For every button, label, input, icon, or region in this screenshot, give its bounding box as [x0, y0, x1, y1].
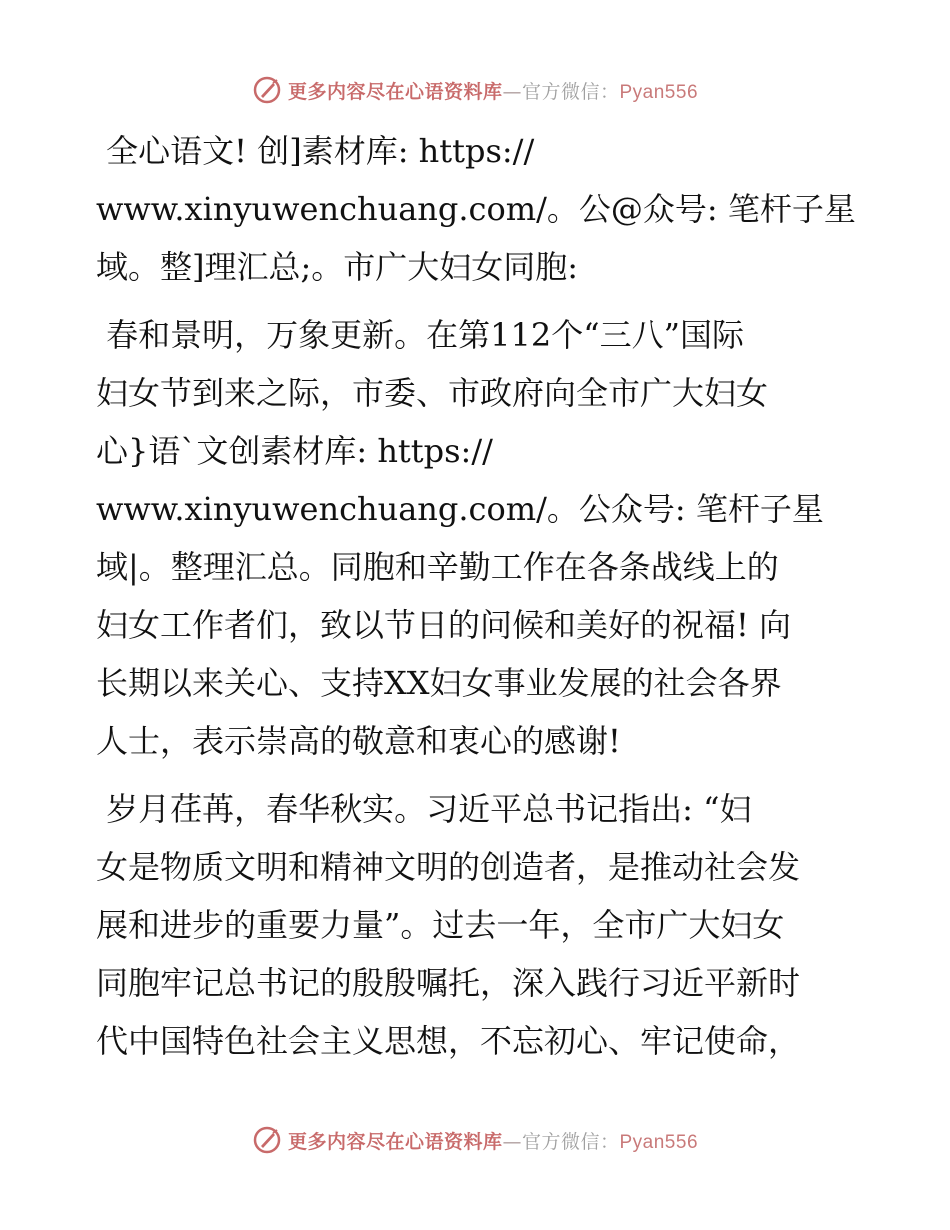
body-line: 妇女工作者们，致以节日的问候和美好的祝福! 向: [96, 606, 792, 644]
header-wechat-handle: Pyan556: [619, 81, 699, 103]
quill-pen-logo-icon: [252, 1125, 282, 1155]
header-banner-text: [288, 77, 698, 104]
footer-separator: —: [502, 1130, 522, 1153]
header-separator: —: [502, 80, 522, 103]
body-line: 域|。整理汇总。同胞和辛勤工作在各条战线上的: [96, 548, 779, 586]
body-line: 全心语文! 创]素材库: https://: [96, 132, 535, 170]
body-line: www.xinyuwenchuang.com/。公@众号: 笔杆子星: [96, 190, 856, 228]
body-line: 同胞牢记总书记的殷殷嘱托，深入践行习近平新时: [96, 964, 801, 1002]
footer-banner: [0, 1120, 950, 1160]
quill-pen-logo-icon: [252, 75, 282, 105]
body-line: 岁月荏苒，春华秋实。习近平总书记指出: “妇: [96, 790, 752, 828]
footer-wechat-handle: Pyan556: [619, 1131, 699, 1153]
body-line: 人士，表示崇高的敬意和衷心的感谢!: [96, 722, 621, 760]
body-line: 代中国特色社会主义思想，不忘初心、牢记使命，: [96, 1022, 801, 1060]
body-line: 女是物质文明和精神文明的创造者，是推动社会发: [96, 848, 801, 886]
footer-wechat-label: 官方微信：: [521, 1130, 620, 1153]
header-banner: [0, 70, 950, 110]
body-line: 心}语`文创素材库: https://: [96, 432, 493, 470]
body-line: 展和进步的重要力量”。过去一年，全市广大妇女: [96, 906, 785, 944]
body-line: 春和景明，万象更新。在第112个“三八”国际: [96, 316, 744, 354]
footer-brand-text: 更多内容尽在心语资料库: [287, 1130, 503, 1153]
header-brand-text: 更多内容尽在心语资料库: [287, 80, 503, 103]
body-line: 妇女节到来之际，市委、市政府向全市广大妇女: [96, 374, 769, 412]
body-line: www.xinyuwenchuang.com/。公众号: 笔杆子星: [96, 490, 824, 528]
body-line: 域。整]理汇总;。市广大妇女同胞:: [96, 248, 579, 286]
header-wechat-label: 官方微信：: [521, 80, 620, 103]
body-line: 长期以来关心、支持XX妇女事业发展的社会各界: [96, 664, 782, 702]
footer-banner-text: [288, 1127, 698, 1154]
document-body: [96, 122, 866, 1070]
